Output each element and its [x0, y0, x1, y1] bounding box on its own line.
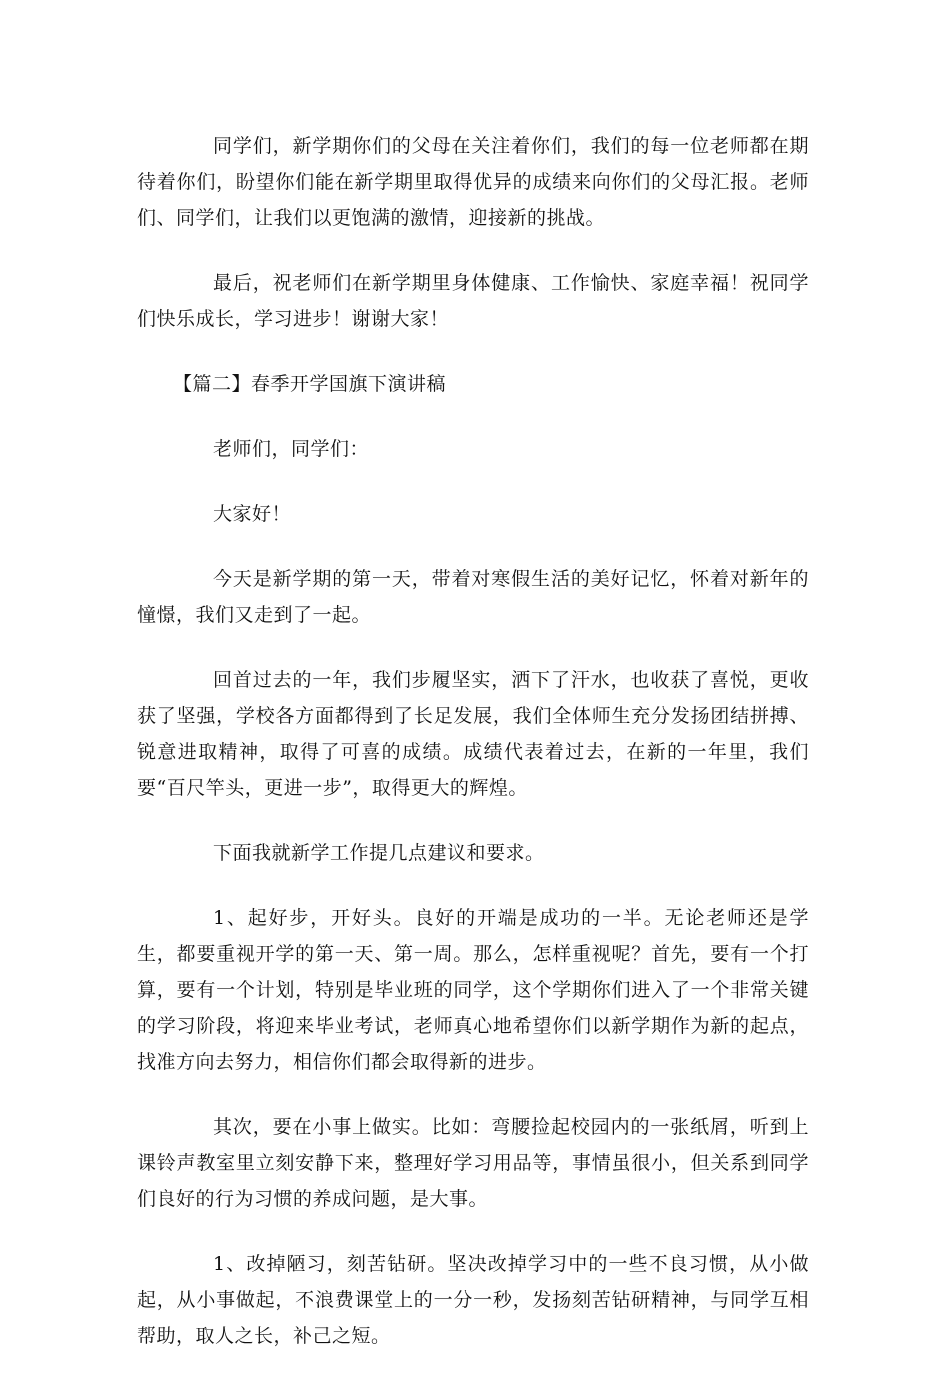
paragraph-small-things: 其次，要在小事上做实。比如：弯腰捡起校园内的一张纸屑，听到上课铃声教室里立刻安静下来，整理好学习用品等，事情虽很小，但关系到同学们良好的行为习惯的养成问题，是大事。	[137, 1116, 809, 1210]
paragraph-first-day: 今天是新学期的第一天，带着对寒假生活的美好记忆，怀着对新年的憧憬，我们又走到了一起。	[137, 568, 809, 626]
paragraph-review-past-year: 回首过去的一年，我们步履坚实，洒下了汗水，也收获了喜悦，更收获了坚强，学校各方面都得到了长足发展，我们全体师生充分发扬团结拼搏、锐意进取精神，取得了可喜的成绩。成绩代表着过去，在新的一年里，我们要“百尺竿头，更进一步”，取得更大的辉煌。	[137, 669, 809, 799]
paragraph-good-start: 1、起好步，开好头。良好的开端是成功的一半。无论老师还是学生，都要重视开学的第一天、第一周。那么，怎样重视呢？首先，要有一个打算，要有一个计划，特别是毕业班的同学，这个学期你们进入了一个非常关键的学习阶段，将迎来毕业考试，老师真心地希望你们以新学期作为新的起点，找准方向去努力，相信你们都会取得新的进步。	[137, 907, 809, 1073]
paragraph-suggestions-intro: 下面我就新学工作提几点建议和要求。	[213, 842, 545, 864]
section-heading: 【篇二】春季开学国旗下演讲稿	[173, 373, 447, 395]
paragraph-greeting: 大家好！	[213, 503, 292, 525]
paragraph-break-bad-habits: 1、改掉陋习，刻苦钻研。坚决改掉学习中的一些不良习惯，从小做起，从小事做起，不浪费课堂上的一分一秒，发扬刻苦钻研精神，与同学互相帮助，取人之长，补己之短。	[137, 1253, 809, 1347]
document-body	[137, 128, 809, 1383]
paragraph-closing-wishes: 最后，祝老师们在新学期里身体健康、工作愉快、家庭幸福！祝同学们快乐成长，学习进步！谢谢大家！	[137, 272, 809, 330]
paragraph-salutation: 老师们，同学们：	[213, 438, 370, 460]
paragraph-parents-expectation: 同学们，新学期你们的父母在关注着你们，我们的每一位老师都在期待着你们，盼望你们能在新学期里取得优异的成绩来向你们的父母汇报。老师们、同学们，让我们以更饱满的激情，迎接新的挑战。	[137, 135, 809, 229]
